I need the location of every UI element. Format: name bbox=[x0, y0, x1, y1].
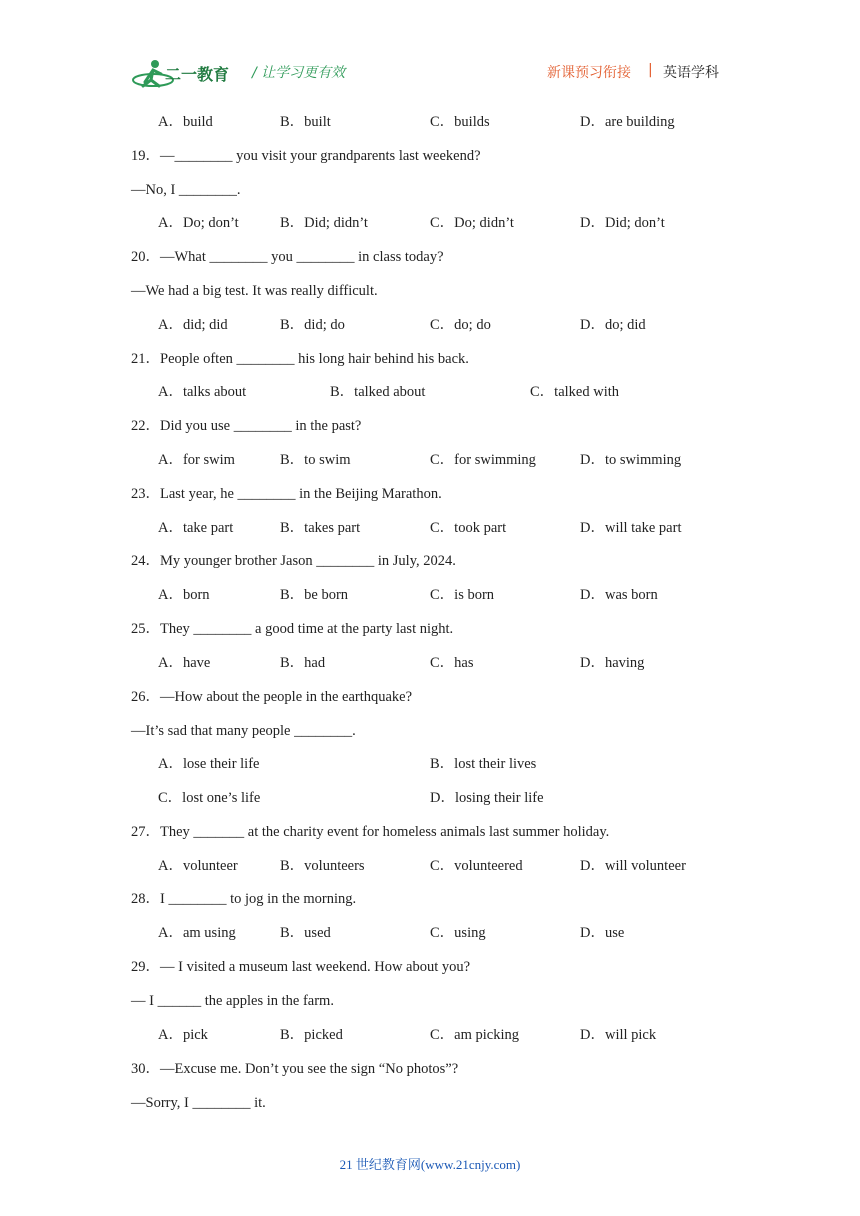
answer-option: D．will pick bbox=[580, 1027, 657, 1043]
answer-option: C．am picking bbox=[430, 1027, 520, 1043]
answer-option: B．volunteers bbox=[280, 858, 365, 874]
question-text: 22．Did you use ________ in the past? bbox=[131, 418, 362, 434]
question-text: —No, I ________. bbox=[131, 182, 241, 198]
answer-option: B．picked bbox=[280, 1027, 343, 1043]
answer-option: A．am using bbox=[158, 925, 236, 941]
site-logo bbox=[131, 58, 241, 90]
answer-option: C．has bbox=[430, 655, 474, 671]
answer-option: A．did; did bbox=[158, 317, 228, 333]
answer-option: A．take part bbox=[158, 520, 234, 536]
answer-option: D．losing their life bbox=[430, 790, 544, 806]
answer-option: B．lost their lives bbox=[430, 756, 537, 772]
question-text: 20．—What ________ you ________ in class today? bbox=[131, 249, 444, 265]
answer-option: D．will take part bbox=[580, 520, 682, 536]
answer-option: C．is born bbox=[430, 587, 495, 603]
answer-option: D．will volunteer bbox=[580, 858, 686, 874]
question-text: 30．—Excuse me. Don’t you see the sign “No photos”? bbox=[131, 1061, 459, 1077]
answer-option: C．took part bbox=[430, 520, 507, 536]
answer-option: C．using bbox=[430, 925, 486, 941]
answer-option: D．was born bbox=[580, 587, 658, 603]
question-text: 28．I ________ to jog in the morning. bbox=[131, 891, 357, 907]
question-text: 26．—How about the people in the earthquake? bbox=[131, 689, 413, 705]
question-text: —Sorry, I ________ it. bbox=[131, 1095, 266, 1111]
answer-option: A．have bbox=[158, 655, 211, 671]
logo-text: 二一教育 bbox=[165, 65, 230, 84]
answer-option: C．volunteered bbox=[430, 858, 523, 874]
question-text: 25．They ________ a good time at the party last night. bbox=[131, 621, 454, 637]
question-text: 19．—________ you visit your grandparents last weekend? bbox=[131, 148, 481, 164]
answer-option: B．had bbox=[280, 655, 326, 671]
tag-separator: | bbox=[648, 62, 653, 78]
answer-option: A．Do; don’t bbox=[158, 215, 239, 231]
question-text: 27．They _______ at the charity event for homeless animals last summer holiday. bbox=[131, 824, 610, 840]
answer-option: B．be born bbox=[280, 587, 349, 603]
answer-option: C．for swimming bbox=[430, 452, 536, 468]
question-text: 21．People often ________ his long hair behind his back. bbox=[131, 351, 469, 367]
question-text: 23．Last year, he ________ in the Beijing Marathon. bbox=[131, 486, 442, 502]
runner-head-icon bbox=[151, 60, 159, 68]
answer-option: D．are building bbox=[580, 114, 675, 130]
question-text: —It’s sad that many people ________. bbox=[131, 723, 356, 739]
page-header bbox=[0, 0, 860, 100]
page-footer: 21 世纪教育网(www.21cnjy.com) bbox=[339, 1157, 521, 1172]
answer-option: C．Do; didn’t bbox=[430, 215, 514, 231]
question-text: 29．— I visited a museum last weekend. How about you? bbox=[131, 959, 471, 975]
answer-option: B．talked about bbox=[330, 384, 426, 400]
answer-option: C．do; do bbox=[430, 317, 491, 333]
answer-option: C．talked with bbox=[530, 384, 620, 400]
answer-option: A．talks about bbox=[158, 384, 247, 400]
answer-option: A．for swim bbox=[158, 452, 235, 468]
slogan: / 让学习更有效 bbox=[252, 65, 346, 81]
answer-option: D．do; did bbox=[580, 317, 646, 333]
course-tag: 新课预习衔接 bbox=[547, 65, 631, 81]
answer-option: C．lost one’s life bbox=[158, 790, 261, 806]
answer-option: A．born bbox=[158, 587, 210, 603]
question-text: 24．My younger brother Jason ________ in July, 2024. bbox=[131, 553, 456, 569]
answer-option: D．Did; don’t bbox=[580, 215, 665, 231]
question-text: —We had a big test. It was really difficult. bbox=[131, 283, 378, 299]
question-text: — I ______ the apples in the farm. bbox=[131, 993, 334, 1009]
answer-option: B．Did; didn’t bbox=[280, 215, 368, 231]
answer-option: A．build bbox=[158, 114, 213, 130]
answer-option: B．did; do bbox=[280, 317, 345, 333]
answer-option: B．used bbox=[280, 925, 331, 941]
answer-option: D．having bbox=[580, 655, 645, 671]
answer-option: A．volunteer bbox=[158, 858, 238, 874]
answer-option: C．builds bbox=[430, 114, 490, 130]
answer-option: D．use bbox=[580, 925, 625, 941]
answer-option: D．to swimming bbox=[580, 452, 682, 468]
answer-option: B．to swim bbox=[280, 452, 351, 468]
answer-option: A．lose their life bbox=[158, 756, 260, 772]
subject-tag: 英语学科 bbox=[663, 65, 719, 81]
answer-option: A．pick bbox=[158, 1027, 208, 1043]
answer-option: B．takes part bbox=[280, 520, 361, 536]
answer-option: B．built bbox=[280, 114, 331, 130]
